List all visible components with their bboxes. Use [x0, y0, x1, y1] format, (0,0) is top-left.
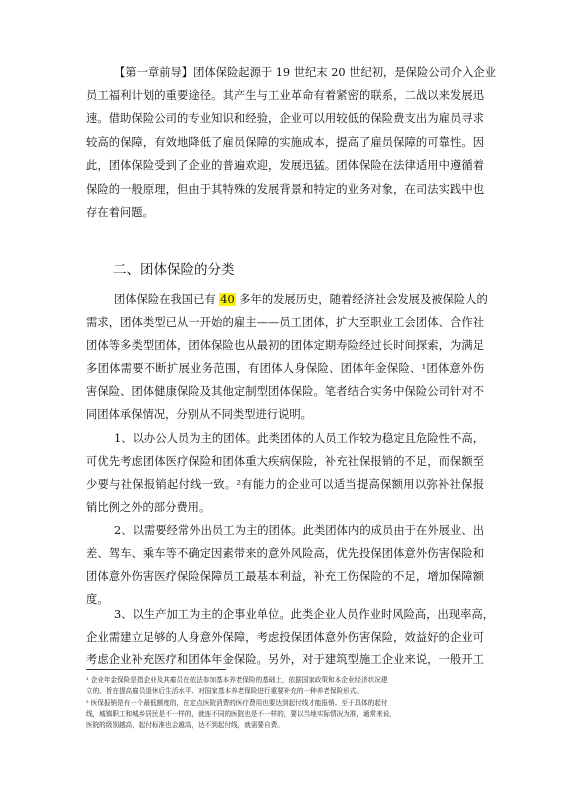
paragraph-line: 害保险、团体健康保险及其他定制型团体保险。笔者结合实务中保险公司针对不: [86, 385, 484, 398]
intro-line: 较高的保障，有效地降低了雇员保障的实施成本，提高了雇员保障的可靠性。因: [86, 136, 484, 149]
paragraph-line: 企业需建立足够的人身意外保障，考虑投保团体意外伤害保险，效益好的企业可: [86, 631, 484, 644]
section-heading: 二、团体保险的分类: [113, 262, 235, 278]
paragraph-line: 需求，团体类型已从一开始的雇主——员工团体，扩大至职业工会团体、合作社: [86, 316, 484, 329]
intro-line: 存在着问题。: [86, 206, 154, 219]
paragraph-line: 差、驾车、乘车等不确定因素带来的意外风险高，优先投保团体意外伤害保险和: [86, 547, 484, 560]
paragraph-line: 多团体需要不断扩展业务范围，有团体人身保险、团体年金保险、¹团体意外伤: [86, 362, 484, 375]
paragraph-line: 3、以生产加工为主的企事业单位。此类企业人员作业时风险高，出现率高，: [114, 608, 494, 621]
intro-line: 【第一章前导】团体保险起源于 19 世纪末 20 世纪初，是保险公司介入企业: [114, 66, 497, 79]
paragraph-line: 度。: [86, 593, 109, 606]
footnote-line: 立的、旨在提高雇员退休后生活水平、对国家基本养老保险进行重要补充的一种养老保险形式。: [86, 687, 363, 695]
paragraph-line: 可优先考虑团体医疗保险和团体重大疾病保险，补充社保报销的不足，而保额至: [86, 455, 484, 468]
paragraph-line: 考虑企业补充医疗和团体年金保险。另外，对于建筑型施工企业来说，一般开工: [86, 653, 484, 666]
highlighted-number: 40: [220, 293, 235, 306]
footnote-line: 医院的级别越高，起付标准也会越高，达不到起付线，就需要自费。: [86, 721, 284, 729]
intro-line: 保险的一般原理，但由于其特殊的发展背景和特定的业务对象，在司法实践中也: [86, 183, 484, 196]
text-fragment: 团体保险在我国已有: [114, 293, 220, 306]
intro-line: 员工福利计划的重要途径。其产生与工业革命有着紧密的联系，二战以来发展迅: [86, 89, 484, 102]
footnote-divider: [86, 669, 226, 670]
text-fragment: 多年的发展历史，随着经济社会发展及被保险人的: [235, 293, 488, 306]
intro-line: 速。借助保险公司的专业知识和经验，企业可以用较低的保险费支出为雇员寻求: [86, 112, 484, 125]
paragraph-line: 少要与社保报销起付线一致。²有能力的企业可以适当提高保额用以弥补社保报: [86, 478, 484, 491]
paragraph-line: 团体意外伤害医疗保险保障员工最基本利益，补充工伤保险的不足，增加保障额: [86, 570, 484, 583]
paragraph-line: 团体等多类型团体，团体保险也从最初的团体定期寿险经过长时间探索，为满足: [86, 339, 484, 352]
footnote-line: ² 医保报销是有一个最低额度的，在定点医院消费的医疗费用也要达到起付线才能报销。至于具体的起付: [86, 699, 388, 707]
paragraph-line: 2、以需要经常外出员工为主的团体。此类团体内的成员由于在外展业、出: [114, 524, 484, 537]
paragraph-line: 同团体承保情况，分别从不同类型进行说明。: [86, 408, 312, 421]
footnote-line: 线，城镇职工和城乡居民是不一样的，就连不同的医院也是不一样的，要以当地实际情况为准，通常来说，: [86, 710, 396, 718]
paragraph-line: 1、以办公人员为主的团体。此类团体的人员工作较为稳定且危险性不高，: [114, 432, 484, 445]
paragraph-line: 销比例之外的部分费用。: [86, 501, 211, 514]
footnote-line: ¹ 企业年金保险是指企业及其雇员在依法参加基本养老保险的基础上，依据国家政策和本企业经济状况建: [86, 676, 388, 684]
paragraph-line: [114, 293, 488, 307]
intro-line: 此，团体保险受到了企业的普遍欢迎，发展迅猛。团体保险在法律适用中遵循着: [86, 159, 484, 172]
